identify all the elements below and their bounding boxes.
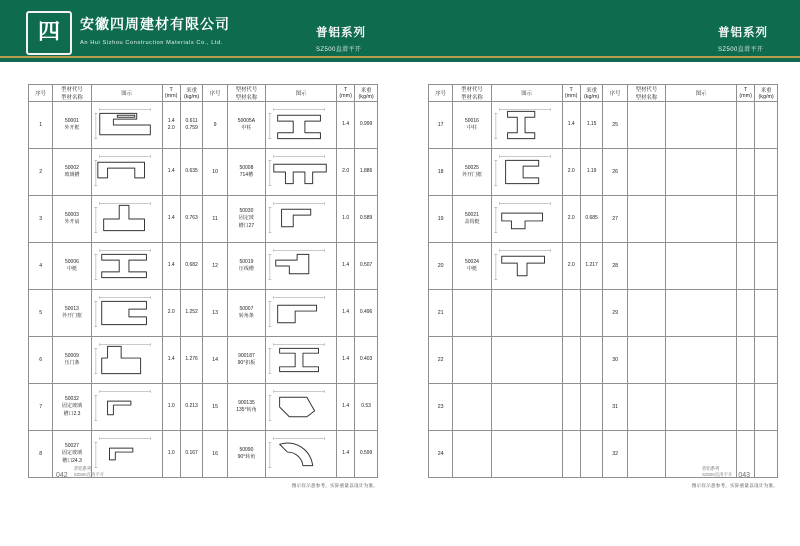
profile-code-a: 50003 外开扇 bbox=[53, 196, 91, 243]
thickness-b bbox=[737, 290, 755, 337]
table-row bbox=[429, 196, 778, 243]
row-number-a: 8 bbox=[29, 431, 53, 478]
page-gutter bbox=[399, 62, 401, 546]
th-w-b: 米重 (kg/m) bbox=[755, 85, 778, 102]
thickness-b bbox=[737, 149, 755, 196]
table-note-left: 图示仅示意参考，实际重量以设计为准。 bbox=[291, 483, 378, 488]
profile-code-b bbox=[627, 149, 665, 196]
profile-code-b: 50019 压线槽 bbox=[227, 243, 265, 290]
thickness-b: 1.4 bbox=[337, 243, 355, 290]
table-header-row bbox=[29, 85, 378, 102]
profile-code-a: 50006 中梃 bbox=[53, 243, 91, 290]
thickness-b: 1.4 bbox=[337, 384, 355, 431]
profile-figure-b bbox=[266, 384, 337, 431]
thickness-a bbox=[562, 337, 580, 384]
profile-code-a bbox=[453, 337, 491, 384]
thickness-a: 1.4 bbox=[162, 196, 180, 243]
weight-a: 0.213 bbox=[180, 384, 203, 431]
table-body-right bbox=[429, 102, 778, 478]
profile-code-a bbox=[453, 290, 491, 337]
th-code-b: 型材代号 型材名称 bbox=[227, 85, 265, 102]
weight-b bbox=[755, 337, 778, 384]
row-number-b: 16 bbox=[203, 431, 227, 478]
profile-figure-b bbox=[266, 290, 337, 337]
left-page bbox=[28, 84, 378, 489]
weight-b bbox=[755, 196, 778, 243]
profile-figure-b bbox=[266, 149, 337, 196]
footer-meta-right bbox=[702, 466, 733, 479]
row-number-a: 19 bbox=[429, 196, 453, 243]
row-number-a: 7 bbox=[29, 384, 53, 431]
weight-a bbox=[580, 337, 603, 384]
weight-a: 0.167 bbox=[180, 431, 203, 478]
profile-figure-a bbox=[491, 149, 562, 196]
profile-table-right bbox=[428, 84, 778, 478]
row-number-a: 22 bbox=[429, 337, 453, 384]
row-number-a: 17 bbox=[429, 102, 453, 149]
profile-code-b bbox=[627, 337, 665, 384]
profile-code-b bbox=[627, 196, 665, 243]
profile-figure-b bbox=[666, 384, 737, 431]
footer-meta-right-line1: 普铝系列 bbox=[701, 465, 720, 471]
profile-figure-a bbox=[91, 337, 162, 384]
weight-b: 0.507 bbox=[355, 243, 378, 290]
profile-code-b: 900135 135°转角 bbox=[227, 384, 265, 431]
table-body-left bbox=[29, 102, 378, 478]
table-row bbox=[429, 290, 778, 337]
table-header-row bbox=[429, 85, 778, 102]
th-w-a: 米重 (kg/m) bbox=[180, 85, 203, 102]
table-row bbox=[429, 102, 778, 149]
profile-code-a bbox=[453, 431, 491, 478]
profile-code-a bbox=[453, 384, 491, 431]
row-number-b: 32 bbox=[603, 431, 627, 478]
page-number-right: 043 bbox=[738, 472, 750, 479]
row-number-b: 15 bbox=[203, 384, 227, 431]
table-row bbox=[29, 196, 378, 243]
row-number-b: 12 bbox=[203, 243, 227, 290]
row-number-b: 26 bbox=[603, 149, 627, 196]
company-name-en: An Hui Sizhou Construction Materials Co., Ltd. bbox=[80, 40, 223, 46]
profile-table-left bbox=[28, 84, 378, 478]
row-number-b: 29 bbox=[603, 290, 627, 337]
profile-figure-a bbox=[491, 431, 562, 478]
th-code-a: 型材代号 型材名称 bbox=[453, 85, 491, 102]
row-number-b: 14 bbox=[203, 337, 227, 384]
weight-a: 1.252 bbox=[180, 290, 203, 337]
th-fig-b: 图示 bbox=[666, 85, 737, 102]
profile-code-a: 50027 固定玻璃 槽口24.3 bbox=[53, 431, 91, 478]
th-fig-a: 图示 bbox=[91, 85, 162, 102]
row-number-b: 25 bbox=[603, 102, 627, 149]
footer-meta-left bbox=[74, 466, 105, 479]
profile-code-a: 50009 压门条 bbox=[53, 337, 91, 384]
profile-figure-a bbox=[491, 196, 562, 243]
weight-a: 0.635 bbox=[180, 149, 203, 196]
profile-code-b: 900187 90°扣板 bbox=[227, 337, 265, 384]
profile-figure-b bbox=[666, 196, 737, 243]
row-number-b: 28 bbox=[603, 243, 627, 290]
th-w-b: 米重 (kg/m) bbox=[355, 85, 378, 102]
thickness-b bbox=[737, 196, 755, 243]
weight-b bbox=[755, 149, 778, 196]
profile-code-b bbox=[627, 243, 665, 290]
thickness-a: 1.4 bbox=[162, 337, 180, 384]
thickness-a: 2.0 bbox=[562, 243, 580, 290]
row-number-a: 24 bbox=[429, 431, 453, 478]
thickness-b: 2.0 bbox=[337, 149, 355, 196]
weight-b bbox=[755, 102, 778, 149]
table-row bbox=[429, 384, 778, 431]
row-number-b: 11 bbox=[203, 196, 227, 243]
weight-a: 0.682 bbox=[180, 243, 203, 290]
thickness-b: 1.4 bbox=[337, 102, 355, 149]
row-number-a: 2 bbox=[29, 149, 53, 196]
company-brand bbox=[80, 14, 230, 46]
table-row bbox=[429, 243, 778, 290]
weight-b bbox=[755, 431, 778, 478]
thickness-a: 1.4 2.0 bbox=[162, 102, 180, 149]
weight-b bbox=[755, 243, 778, 290]
thickness-b: 1.4 bbox=[337, 337, 355, 384]
weight-a: 0.685 bbox=[580, 196, 603, 243]
profile-code-b: 50090 90°转角 bbox=[227, 431, 265, 478]
th-code-a: 型材代号 型材名称 bbox=[53, 85, 91, 102]
th-t-a: T (mm) bbox=[162, 85, 180, 102]
profile-figure-b bbox=[666, 290, 737, 337]
table-row bbox=[29, 102, 378, 149]
row-number-a: 5 bbox=[29, 290, 53, 337]
profile-figure-a bbox=[91, 384, 162, 431]
weight-b: 0.403 bbox=[355, 337, 378, 384]
thickness-a bbox=[562, 431, 580, 478]
th-w-a: 米重 (kg/m) bbox=[580, 85, 603, 102]
row-number-a: 4 bbox=[29, 243, 53, 290]
row-number-a: 6 bbox=[29, 337, 53, 384]
weight-b: 0.599 bbox=[355, 431, 378, 478]
thickness-a bbox=[562, 290, 580, 337]
profile-figure-a bbox=[91, 149, 162, 196]
profile-figure-b bbox=[666, 102, 737, 149]
thickness-a bbox=[562, 384, 580, 431]
spread-body bbox=[0, 62, 800, 546]
profile-figure-b bbox=[666, 337, 737, 384]
series-title-right: 普铝系列 bbox=[718, 27, 768, 39]
thickness-a: 1.0 bbox=[162, 431, 180, 478]
row-number-a: 20 bbox=[429, 243, 453, 290]
th-no-b: 序号 bbox=[603, 85, 627, 102]
row-number-b: 9 bbox=[203, 102, 227, 149]
profile-code-b bbox=[627, 384, 665, 431]
profile-code-b bbox=[627, 431, 665, 478]
table-row bbox=[29, 243, 378, 290]
profile-code-a: 50002 玻璃槽 bbox=[53, 149, 91, 196]
table-row bbox=[29, 290, 378, 337]
row-number-b: 13 bbox=[203, 290, 227, 337]
weight-b: 0.53 bbox=[355, 384, 378, 431]
table-row bbox=[29, 384, 378, 431]
th-t-b: T (mm) bbox=[337, 85, 355, 102]
thickness-a: 1.0 bbox=[162, 384, 180, 431]
table-row bbox=[429, 337, 778, 384]
row-number-b: 27 bbox=[603, 196, 627, 243]
row-number-b: 30 bbox=[603, 337, 627, 384]
thickness-b bbox=[737, 337, 755, 384]
weight-a: 0.763 bbox=[180, 196, 203, 243]
weight-b: 0.496 bbox=[355, 290, 378, 337]
table-note-right: 图示仅示意参考，实际重量以设计为准。 bbox=[691, 483, 778, 488]
series-code-right: SZ500直滑平开 bbox=[718, 47, 764, 53]
series-title-left: 普铝系列 bbox=[316, 27, 366, 39]
row-number-b: 10 bbox=[203, 149, 227, 196]
row-number-a: 3 bbox=[29, 196, 53, 243]
thickness-a: 2.0 bbox=[562, 196, 580, 243]
th-no-a: 序号 bbox=[429, 85, 453, 102]
weight-b: 0.999 bbox=[355, 102, 378, 149]
weight-a bbox=[580, 431, 603, 478]
profile-code-a: 50013 外开门框 bbox=[53, 290, 91, 337]
profile-figure-a bbox=[91, 290, 162, 337]
profile-figure-a bbox=[91, 102, 162, 149]
footer-meta-left-line1: 普铝系列 bbox=[73, 465, 92, 471]
th-t-a: T (mm) bbox=[562, 85, 580, 102]
th-fig-b: 图示 bbox=[266, 85, 337, 102]
weight-b: 1.886 bbox=[355, 149, 378, 196]
footer-right bbox=[702, 466, 750, 479]
weight-a: 1.19 bbox=[580, 149, 603, 196]
profile-code-b bbox=[627, 290, 665, 337]
thickness-b bbox=[737, 243, 755, 290]
profile-code-a: 50001 外开框 bbox=[53, 102, 91, 149]
weight-b: 0.589 bbox=[355, 196, 378, 243]
th-fig-a: 图示 bbox=[491, 85, 562, 102]
profile-figure-a bbox=[491, 337, 562, 384]
weight-b bbox=[755, 290, 778, 337]
profile-figure-b bbox=[666, 243, 737, 290]
th-t-b: T (mm) bbox=[737, 85, 755, 102]
thickness-b: 1.0 bbox=[337, 196, 355, 243]
page-number-left: 042 bbox=[56, 472, 68, 479]
weight-a: 1.217 bbox=[580, 243, 603, 290]
header-band bbox=[0, 0, 800, 62]
row-number-b: 31 bbox=[603, 384, 627, 431]
header-gold-rule bbox=[0, 56, 800, 58]
profile-code-b: 50005A 中柱 bbox=[227, 102, 265, 149]
thickness-a: 2.0 bbox=[562, 149, 580, 196]
row-number-a: 18 bbox=[429, 149, 453, 196]
bottom-margin bbox=[0, 540, 800, 546]
th-code-b: 型材代号 型材名称 bbox=[627, 85, 665, 102]
thickness-a: 1.4 bbox=[162, 243, 180, 290]
profile-figure-b bbox=[266, 196, 337, 243]
thickness-b bbox=[737, 102, 755, 149]
profile-code-a: 50016 中柱 bbox=[453, 102, 491, 149]
company-logo: 四 bbox=[26, 11, 72, 55]
weight-a: 1.15 bbox=[580, 102, 603, 149]
profile-code-a: 50021 盖钩梃 bbox=[453, 196, 491, 243]
thickness-a: 2.0 bbox=[162, 290, 180, 337]
profile-figure-b bbox=[666, 149, 737, 196]
profile-figure-b bbox=[266, 337, 337, 384]
thickness-b: 1.4 bbox=[337, 431, 355, 478]
table-row bbox=[429, 149, 778, 196]
th-no-b: 序号 bbox=[203, 85, 227, 102]
weight-a: 0.611 0.759 bbox=[180, 102, 203, 149]
row-number-a: 1 bbox=[29, 102, 53, 149]
table-row bbox=[29, 337, 378, 384]
profile-figure-a bbox=[491, 290, 562, 337]
footer-meta-right-line2: SZ500直滑平开 bbox=[701, 472, 733, 478]
weight-a bbox=[580, 384, 603, 431]
profile-figure-b bbox=[266, 431, 337, 478]
profile-code-b: 50007 转角条 bbox=[227, 290, 265, 337]
profile-figure-b bbox=[266, 243, 337, 290]
thickness-a: 1.4 bbox=[562, 102, 580, 149]
weight-b bbox=[755, 384, 778, 431]
profile-figure-a bbox=[91, 196, 162, 243]
profile-code-b bbox=[627, 102, 665, 149]
th-no-a: 序号 bbox=[29, 85, 53, 102]
thickness-a: 1.4 bbox=[162, 149, 180, 196]
thickness-b bbox=[737, 384, 755, 431]
profile-code-b: 50008 714槽 bbox=[227, 149, 265, 196]
right-page bbox=[428, 84, 778, 489]
profile-code-a: 50032 固定玻璃 槽口2.3 bbox=[53, 384, 91, 431]
row-number-a: 23 bbox=[429, 384, 453, 431]
series-code-left: SZ500直滑平开 bbox=[316, 47, 362, 53]
footer-left bbox=[56, 466, 104, 479]
profile-figure-a bbox=[491, 102, 562, 149]
profile-figure-a bbox=[491, 243, 562, 290]
profile-code-a: 50024 中梃 bbox=[453, 243, 491, 290]
footer-meta-left-line2: SZ500直滑平开 bbox=[73, 472, 105, 478]
table-row bbox=[29, 149, 378, 196]
profile-figure-a bbox=[491, 384, 562, 431]
profile-code-b: 50030 固定玻 槽口27 bbox=[227, 196, 265, 243]
weight-a bbox=[580, 290, 603, 337]
thickness-b: 1.4 bbox=[337, 290, 355, 337]
row-number-a: 21 bbox=[429, 290, 453, 337]
profile-figure-b bbox=[266, 102, 337, 149]
company-name-cn: 安徽四周建材有限公司 bbox=[80, 16, 230, 32]
series-label-left bbox=[316, 24, 366, 53]
weight-a: 1.276 bbox=[180, 337, 203, 384]
series-label-right bbox=[718, 24, 768, 53]
profile-code-a: 50025 外开门框 bbox=[453, 149, 491, 196]
profile-figure-a bbox=[91, 243, 162, 290]
